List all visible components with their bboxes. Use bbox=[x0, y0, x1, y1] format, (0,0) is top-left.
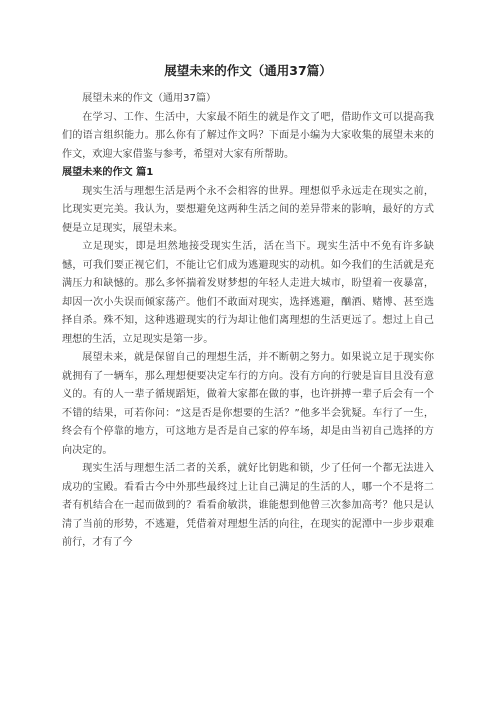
section-heading: 展望未来的作文 篇1 bbox=[62, 167, 154, 178]
body-paragraph-1: 现实生活与理想生活是两个永不会相容的世界。理想似乎永远走在现实之前，比现实更完美。我认为，要想避免这两种生活之间的差异带来的影响，最好的方式便是立足现实，展望未来。 bbox=[62, 185, 434, 234]
intro-paragraph-2: 在学习、工作、生活中，大家最不陌生的就是作文了吧，借助作文可以提高我们的语言组织能力。那么你有了解过作文吗？下面是小编为大家收集的展望未来的作文，欢迎大家借鉴与参考，希望对大家有所帮助。 bbox=[62, 111, 434, 160]
intro-paragraph-1: 展望未来的作文（通用37篇） bbox=[82, 93, 217, 104]
body-paragraph-4: 现实生活与理想生活二者的关系，就好比钥匙和锁，少了任何一个都无法进入成功的宝殿。看看古今中外那些最终过上让自己满足的生活的人，哪一个不是将二者有机结合在一起而做到的？看看俞敏洪，谁能想到他曾三次参加高考？他只是认清了当前的形势，不逃避，凭借着对理想生活的向往，在现实的泥潭中一步步艰难前行，才有了今 bbox=[62, 463, 434, 548]
document-title: 展望未来的作文（通用37篇） bbox=[164, 63, 332, 78]
document-page bbox=[62, 62, 434, 553]
body-paragraph-3: 展望未来，就是保留自己的理想生活，并不断朝之努力。如果说立足于现实你就拥有了一辆车，那么理想便要决定车行的方向。没有方向的行驶是盲目且没有意义的。有的人一辈子循规蹈矩，做着大家都在做的事，也许拼搏一辈子后会有一个不错的结果，可若你问：“这是否是你想要的生活？”他多半会犹疑。车行了一生，终会有个停靠的地方，可这地方是否是自己家的停车场，却是由当初自己选择的方向决定的。 bbox=[62, 352, 434, 456]
body-paragraph-2: 立足现实，即是坦然地接受现实生活，活在当下。现实生活中不免有许多缺憾，可我们要正视它们，不能让它们成为逃避现实的动机。如今我们的生活就是充满压力和缺憾的。那么多怀揣着发财梦想的年轻人走进大城市，盼望着一夜暴富，却因一次小失误而倾家荡产。他们不敢面对现实，选择逃避，酗酒、赌博、甚至选择自杀。殊不知，这种逃避现实的行为却让他们离理想的生活更远了。想过上自己理想的生活，立足现实是第一步。 bbox=[62, 241, 434, 345]
